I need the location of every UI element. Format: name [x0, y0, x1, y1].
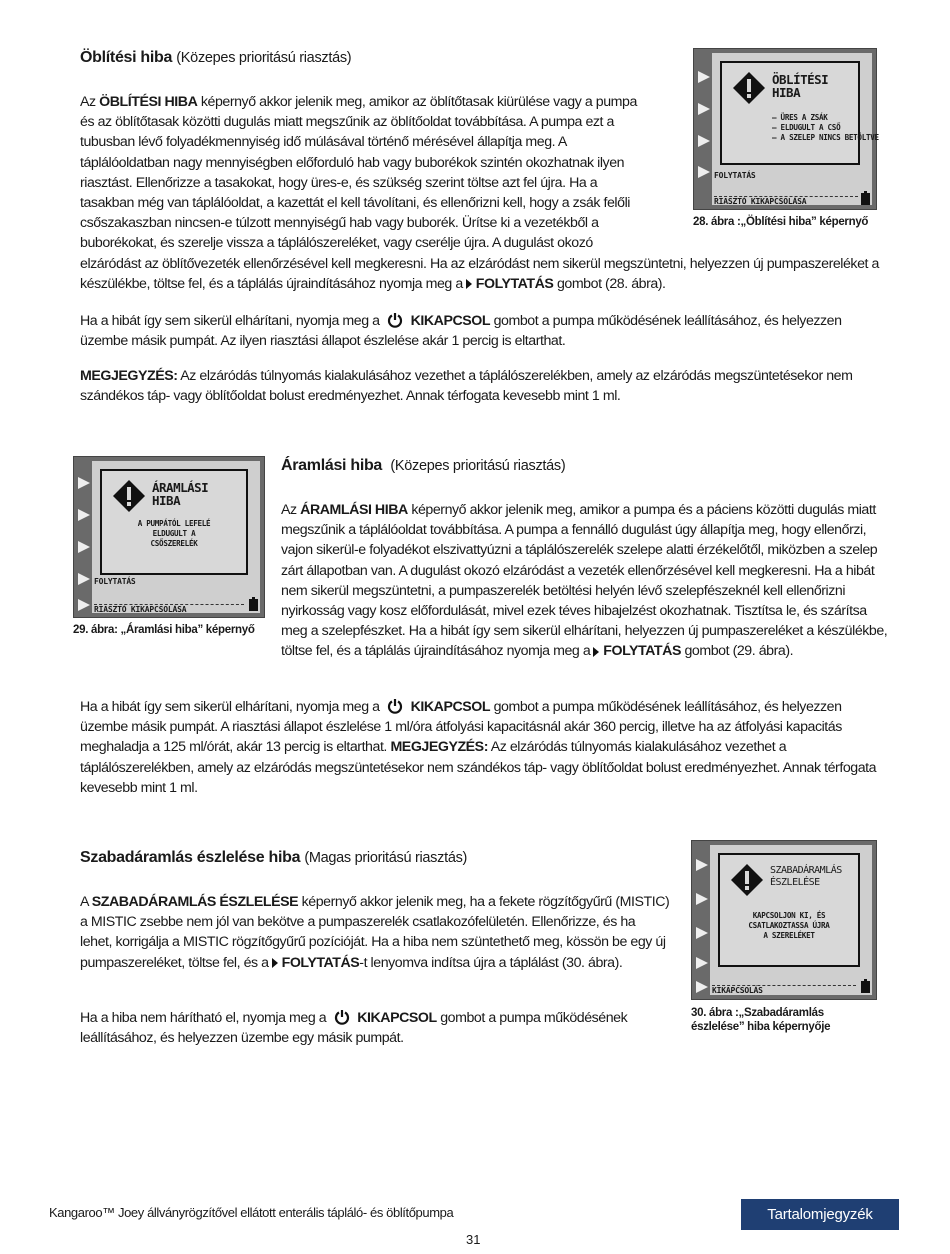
section2-priority: (Közepes prioritású riasztás) — [390, 458, 566, 474]
softkey-label: KIKAPCSOLÁS — [712, 985, 856, 995]
section3-heading — [80, 848, 467, 868]
section1-paragraph-2: Ha a hibát így sem sikerül elhárítani, nyomja meg a KIKAPCSOL gombot a pumpa működésének leállításához, és helyezzen üzembe másik pumpát. Az ilyen riasztási állapot észlelése akár 1 percig is eltarthat. — [80, 313, 842, 350]
section2-paragraph-1: Az ÁRAMLÁSI HIBA képernyő akkor jelenik meg, amikor a pumpa és a páciens közötti dugulás miatt megszűnik a táplálóoldat továbbítása. A pumpa a fennálló dugulást úgy állapítja meg, hogy ellenőrzi, vajon sikerül-e folyadékot elszivattyúzni a táplálószerelék szelepe alatti érzékelőtől, miközben a szelep zárt állapotban van. A dugulást okozó elzáródást a vezeték ellenőrzésével kell megkeresni. Ha a hibát nem sikerül megszüntetni, a pumpaszerelék betöltési helyén lévő szelepfészeknél kell ellenőrizni nyirkosság vagy kosz előfordulását, mivel ezek téves hibajelzést okozhatnak. Tisztítsa le, és szárítsa meg a szelepfészket. Ha a hibát így sem sikerül elhárítani, helyezzen új pumpaszereléket a készülékbe, töltse fel, és a táplálás újraindításához nyomja meg a FOLYTATÁS gombot (29. ábra). — [281, 502, 888, 660]
screen-title: SZABADÁRAMLÁS ÉSZLELÉSE — [770, 865, 842, 888]
power-icon — [387, 312, 403, 328]
figure-28-caption: 28. ábra :„Öblítési hiba” képernyő — [693, 216, 869, 228]
battery-icon — [249, 597, 258, 611]
section2-paragraph-2: Ha a hibát így sem sikerül elhárítani, nyomja meg a KIKAPCSOL gombot a pumpa működésének leállításához, és helyezzen üzembe másik pumpát. A riasztási állapot észlelése 1 ml/óra átfolyási kapacitásnál akár 360 percig, illetve ha az átfolyási kapacitás meghaladja a 125 ml/órát, akár 13 percig is eltarthat. MEGJEGYZÉS: Az elzáródás túlnyomás kialakulásához vezethet a táplálószerelékben, amely az elzáródás megszüntetésekor nem szándékos táp- vagy öblítőoldat bolust eredményezhet. Annak térfogata kevesebb mint 1 ml. — [80, 699, 877, 796]
softkey-label: RIASZTÓ KIKAPCSOLÁSA — [94, 604, 244, 614]
table-of-contents-button[interactable]: Tartalomjegyzék — [741, 1199, 899, 1230]
figure-30-screen — [691, 840, 877, 1000]
power-icon — [334, 1009, 350, 1025]
figure-29-caption: 29. ábra: „Áramlási hiba” képernyő — [73, 624, 255, 636]
section3-paragraph-1: A SZABADÁRAMLÁS ÉSZLELÉSE képernyő akkor jelenik meg, ha a fekete rögzítőgyűrű (MISTIC) a MISTIC zsebbe nem jól van bekötve a pumpaszerelék csatlakozófelületén. Ellenőrizze, és ha lehet, korrigálja a MISTIC rögzítőgyűrű pozícióját. Ha a hiba nem szüntethető meg, kössön be egy új pumpaszereléket, töltse fel, és a FOLYTATÁS-t lenyomva indítsa újra a táplálást (30. ábra). — [80, 894, 670, 971]
play-arrow-icon — [593, 647, 599, 657]
play-arrow-icon — [272, 958, 278, 968]
warning-icon — [730, 863, 764, 897]
figure-30-caption: 30. ábra :„Szabadáramlás észlelése” hiba képernyője — [691, 1007, 831, 1033]
screen-title: ÁRAMLÁSI HIBA — [152, 480, 209, 508]
section2-heading — [281, 456, 565, 476]
play-arrow-icon — [466, 279, 472, 289]
power-icon — [387, 698, 403, 714]
screen-message: KAPCSOLJON KI, ÉS CSATLAKOZTASSA ÚJRA A SZERELÉKET — [748, 911, 830, 940]
section2-title: Áramlási hiba — [281, 457, 383, 474]
section1-note: MEGJEGYZÉS: Az elzáródás túlnyomás kialakulásához vezethet a táplálószerelékben, amely az elzáródás megszüntetésekor nem szándékos táp- vagy öblítőoldat bolust eredményezhet. Annak térfogata kevesebb mint 1 ml. — [80, 368, 853, 405]
screen-message: A PUMPÁTÓL LEFELÉ ELDUGULT A CSŐSZERELÉK — [137, 519, 211, 548]
screen-message: – ÜRES A ZSÁK – ELDUGULT A CSŐ – A SZELEP NINCS BETÖLTVE — [772, 113, 879, 142]
section1-priority: (Közepes prioritású riasztás) — [176, 50, 352, 66]
section3-priority: (Magas prioritású riasztás) — [304, 850, 468, 866]
softkey-label: FOLYTATÁS — [94, 577, 136, 586]
section1-paragraph-1: Az ÖBLÍTÉSI HIBA képernyő akkor jelenik meg, amikor az öblítőtasak kiürülése vagy a pumpa és az öblítőtasak közötti dugulás miatt megszűnik az öblítőoldat továbbítása. A pumpa ezt a tubusban lévő folyadékmennyiség idő múlásával történő mérésével állapítja meg. A táplálóoldatban nagy mennyiségben előforduló hab vagy buborékok szintén okozhatnak ilyen riasztást. Ellenőrizze a tasakokat, hogy üres-e, és szükség szerint töltse azt fel újra. Ha a tasakban még van táplálóoldat, a kazettát el kell távolítani, és ellenőrizni kell, hogy a zsák felőli csőszakaszban nincsen-e túlzott mennyiségű hab vagy buborék. Ürítse ki a vezetékből a buborékokat, és szerelje vissza a táplálószereléket, vagy cserélje újra. A dugulást okozó elzáródást az öblítővezeték ellenőrzésével kell megkeresni. Ha az elzáródást nem sikerül megszüntetni, helyezzen új pumpaszereléket a készülékbe, töltse fel, és a táplálás újraindításához nyomja meg a FOLYTATÁS gombot (28. ábra). — [80, 94, 879, 292]
section3-paragraph-2: Ha a hiba nem hárítható el, nyomja meg a KIKAPCSOL gombot a pumpa működésének leállításához, és helyezzen üzembe egy másik pumpát. — [80, 1010, 628, 1047]
page-number: 31 — [466, 1232, 481, 1247]
softkey-label: RIASZTÓ KIKAPCSOLÁSA — [714, 196, 858, 206]
section1-title: Öblítési hiba — [80, 49, 173, 66]
footer-text: Kangaroo™ Joey állványrögzítővel ellátott enterális tápláló- és öblítőpumpa — [49, 1205, 454, 1220]
figure-29-screen — [73, 456, 265, 618]
section3-title: Szabadáramlás észlelése hiba — [80, 849, 301, 866]
warning-icon — [112, 479, 146, 513]
screen-title: ÖBLÍTÉSI HIBA — [772, 72, 829, 100]
softkey-label: FOLYTATÁS — [714, 171, 756, 180]
section1-heading — [80, 48, 351, 68]
battery-icon — [861, 979, 870, 993]
